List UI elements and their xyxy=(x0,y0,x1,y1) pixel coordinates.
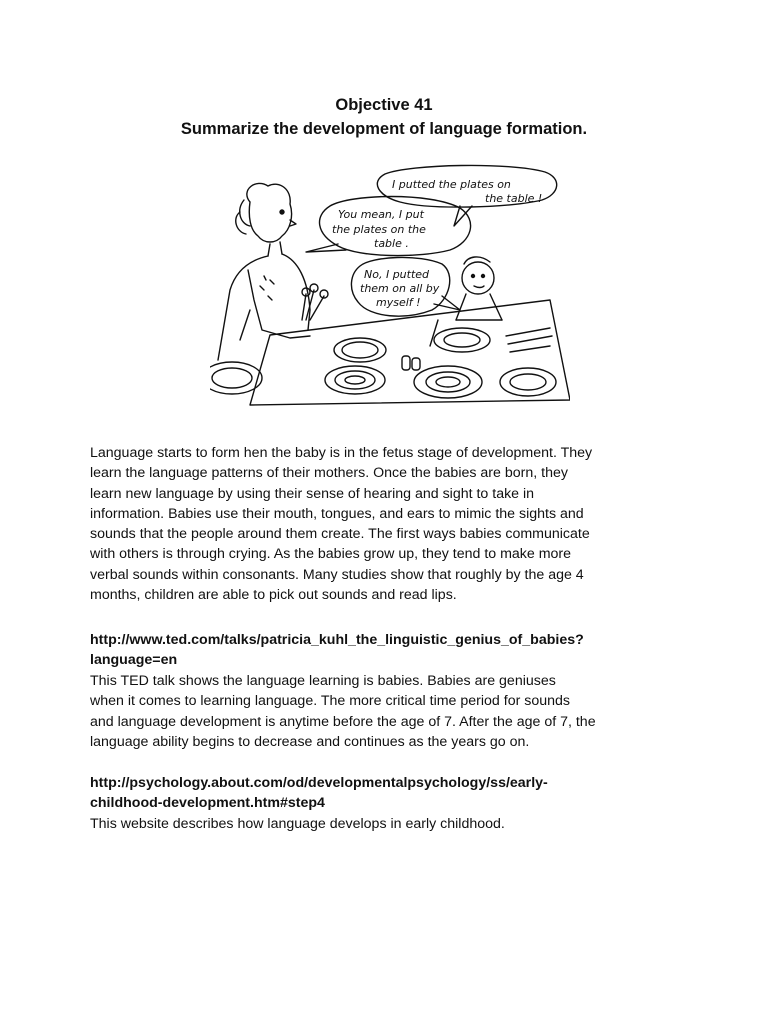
paragraph-website-summary: This website describes how language develops in early childhood. xyxy=(90,816,505,832)
bubble-child-1: I putted the plates on xyxy=(392,178,511,191)
objective-title: Summarize the development of language formation. xyxy=(180,120,588,138)
svg-text:table .: table . xyxy=(374,237,409,250)
bubble-child-2: No, I putted xyxy=(364,268,430,281)
bubble-mother: You mean, I put xyxy=(338,208,424,221)
svg-text:myself !: myself ! xyxy=(376,296,421,309)
objective-number: Objective 41 xyxy=(335,96,433,114)
paragraph-intro: Language starts to form hen the baby is in the fetus stage of development. They learn the language patterns of their mothers. Once the babies are born, they learn new language by using their sense of hearing and sight to take in information. Babies use their mouth, tongues, and ears to mimic the sights and sounds that the people around them create. The first ways babies communicate with others is through crying. As the babies grow up, they tend to make more verbal sounds within consonants. Many studies show that roughly by the age 4 months, children are able to pick out sounds and read lips. xyxy=(90,445,593,604)
cartoon-illustration xyxy=(210,160,570,410)
psychology-about-link[interactable]: http://psychology.about.com/od/developmentalpsychology/ss/early- childhood-development.htm#step4 xyxy=(90,775,548,812)
svg-text:the plates on the: the plates on the xyxy=(332,223,426,236)
svg-text:the table !: the table ! xyxy=(485,192,543,205)
svg-text:them on all by: them on all by xyxy=(360,282,440,295)
ted-talk-link[interactable]: http://www.ted.com/talks/patricia_kuhl_the_linguistic_genius_of_babies? language=en xyxy=(90,632,584,669)
paragraph-ted-summary: This TED talk shows the language learning is babies. Babies are geniuses when it comes to learning language. The more critical time period for sounds and language development is anytime before the age of 7. After the age of 7, the language ability begins to decrease and continues as the years go on. xyxy=(90,673,596,750)
